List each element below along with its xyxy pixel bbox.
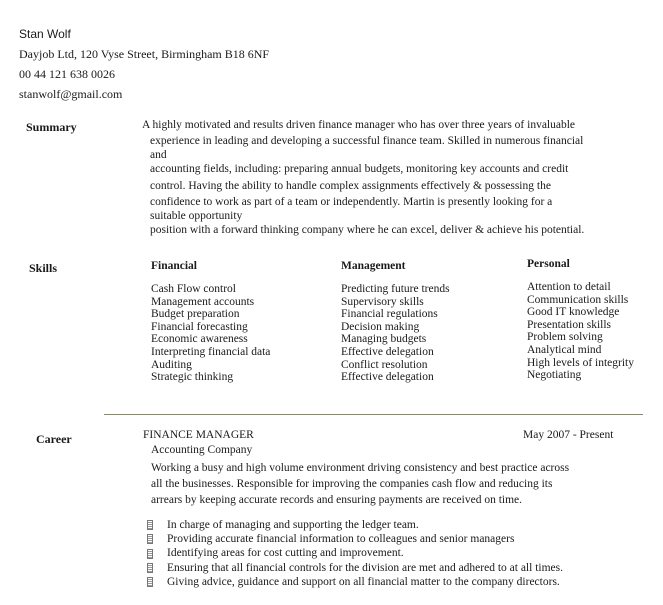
bullet-icon	[147, 563, 153, 573]
job-description-line: Working a busy and high volume environment driving consistency and best practice across	[151, 462, 570, 474]
bullet-text: Providing accurate financial information to colleagues and senior managers	[167, 533, 515, 546]
skill-item: Supervisory skills	[341, 295, 424, 308]
contact-address: Dayjob Ltd, 120 Vyse Street, Birmingham B18 6NF	[19, 47, 270, 61]
bullet-item	[147, 532, 563, 546]
skills-column-heading: Financial	[151, 260, 198, 272]
skill-item: Good IT knowledge	[527, 306, 620, 319]
skill-item: Presentation skills	[527, 318, 612, 331]
skill-item: Communication skills	[527, 293, 629, 306]
bullet-text: Identifying areas for cost cutting and improvement.	[167, 547, 404, 560]
bullet-text: In charge of managing and supporting the ledger team.	[167, 519, 419, 531]
summary-text	[142, 117, 632, 238]
bullet-icon	[147, 520, 153, 530]
skill-item: Financial regulations	[341, 308, 438, 321]
bullet-item	[147, 518, 563, 532]
skill-item: Negotiating	[527, 369, 582, 382]
skill-item: Analytical mind	[527, 343, 602, 356]
bullet-text: Ensuring that all financial controls for the division are met and adhered to at all times.	[167, 561, 563, 574]
bullet-icon	[147, 534, 153, 544]
job-description-line: all the businesses. Responsible for improving the companies cash flow and reducing its	[151, 478, 553, 491]
skill-item: Budget preparation	[151, 308, 240, 321]
skill-item: Conflict resolution	[341, 358, 428, 371]
skills-column-heading: Management	[341, 260, 406, 272]
summary-line: suitable opportunity	[150, 210, 243, 223]
skills-column-management	[341, 260, 450, 384]
summary-line: position with a forward thinking company where he can excel, deliver & achieve his potential.	[150, 224, 585, 237]
skill-item: Strategic thinking	[151, 371, 234, 384]
skill-item: High levels of integrity	[527, 356, 634, 369]
job-description	[151, 460, 569, 509]
contact-email: stanwolf@gmail.com	[19, 87, 123, 101]
career-label: Career	[36, 432, 72, 446]
skill-item: Financial forecasting	[151, 320, 248, 333]
bullet-icon	[147, 549, 153, 559]
skill-item: Cash Flow control	[151, 283, 236, 295]
bullet-text: Giving advice, guidance and support on all financial matter to the company directors.	[167, 575, 560, 588]
summary-label: Summary	[26, 120, 77, 134]
summary-line: accounting fields, including: preparing annual budgets, monitoring key accounts and credit	[150, 163, 569, 176]
skills-column-personal	[527, 258, 634, 382]
skill-item: Predicting future trends	[341, 283, 450, 295]
job-company: Accounting Company	[151, 444, 253, 456]
bullet-item	[147, 561, 563, 575]
skill-item: Effective delegation	[341, 345, 434, 358]
skill-item: Interpreting financial data	[151, 345, 271, 358]
summary-line: control. Having the ability to handle complex assignments effectively & possessing the	[150, 179, 551, 192]
job-dates: May 2007 - Present	[523, 429, 614, 441]
job-responsibilities	[147, 518, 563, 589]
skill-item: Auditing	[151, 358, 192, 371]
contact-name: Stan Wolf	[19, 27, 71, 41]
skill-item: Economic awareness	[151, 333, 248, 346]
skill-item: Attention to detail	[527, 281, 611, 293]
skill-item: Effective delegation	[341, 371, 434, 384]
bullet-icon	[147, 577, 153, 587]
skill-item: Managing budgets	[341, 333, 427, 346]
skill-item: Management accounts	[151, 295, 255, 308]
bullet-item	[147, 546, 563, 560]
summary-line: experience in leading and developing a successful finance team. Skilled in numerous financial	[150, 135, 584, 148]
bullet-item	[147, 575, 563, 589]
skill-item: Decision making	[341, 320, 420, 333]
contact-phone: 00 44 121 638 0026	[19, 67, 115, 81]
skills-label: Skills	[29, 261, 58, 275]
job-title: FINANCE MANAGER	[143, 429, 254, 441]
skills-column-financial	[151, 260, 270, 384]
skill-item: Problem solving	[527, 331, 603, 344]
summary-line: confidence to work as part of a team or independently. Martin is presently looking for a	[150, 195, 553, 208]
summary-line: and	[150, 149, 167, 162]
job-description-line: arrears by keeping accurate records and ensuring payments are received on time.	[151, 494, 523, 507]
skills-column-heading: Personal	[527, 258, 570, 270]
summary-line: A highly motivated and results driven finance manager who has over three years of invaluable	[142, 119, 576, 131]
section-divider	[104, 414, 643, 415]
